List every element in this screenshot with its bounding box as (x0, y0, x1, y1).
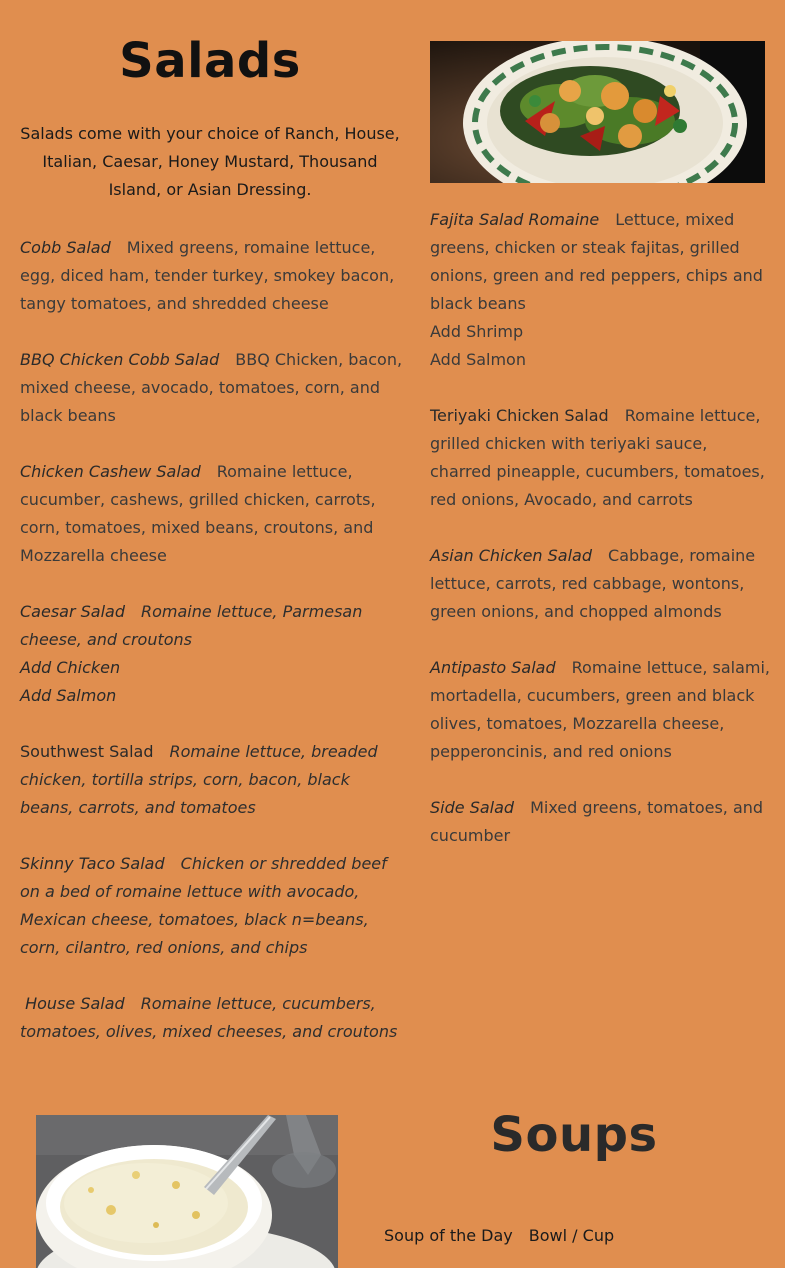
item-addon: Add Shrimp (430, 322, 524, 341)
salad-photo (430, 41, 765, 183)
item-name: Chicken Cashew Salad (20, 462, 201, 481)
item-name: House Salad (25, 994, 125, 1013)
item-description: Romaine lettuce, grilled chicken with teriyaki sauce, charred pineapple, cucumbers, tomatoes, red onions, Avocado, and carrots (430, 406, 765, 509)
item-name: Antipasto Salad (430, 658, 556, 677)
item-description: Romaine lettuce, cucumber, cashews, grilled chicken, carrots, corn, tomatoes, mixed beans, croutons, and Mozzarella cheese (20, 462, 376, 565)
salads-right-column (430, 206, 770, 878)
menu-item (20, 598, 403, 710)
item-addon: Add Salmon (430, 350, 526, 369)
item-description: Romaine lettuce, cucumbers, tomatoes, olives, mixed cheeses, and croutons (20, 994, 398, 1041)
menu-item (430, 542, 770, 626)
item-name: Cobb Salad (20, 238, 111, 257)
item-name: Side Salad (430, 798, 515, 817)
salads-left-column (20, 234, 403, 1074)
menu-item (430, 206, 770, 374)
item-description: Romaine lettuce, Parmesan cheese, and croutons (20, 602, 363, 649)
menu-item (430, 402, 770, 514)
soup-item-name: Soup of the Day (384, 1226, 513, 1245)
menu-item (20, 738, 403, 822)
salads-heading: Salads (119, 33, 301, 89)
menu-item (430, 794, 770, 850)
item-description: Mixed greens, romaine lettuce, egg, diced ham, tender turkey, smokey bacon, tangy tomatoes, and shredded cheese (20, 238, 395, 313)
item-addon: Add Salmon (20, 686, 117, 705)
item-name: Skinny Taco Salad (20, 854, 165, 873)
item-name: Southwest Salad (20, 742, 154, 761)
menu-item (20, 990, 403, 1046)
item-name: Asian Chicken Salad (430, 546, 593, 565)
item-description: Lettuce, mixed greens, chicken or steak fajitas, grilled onions, green and red peppers, chips and black beans (430, 210, 763, 313)
salads-intro-text: Salads come with your choice of Ranch, House, Italian, Caesar, Honey Mustard, Thousand Island, or Asian Dressing. (20, 124, 400, 199)
item-name: Teriyaki Chicken Salad (430, 406, 609, 425)
item-description: Mixed greens, tomatoes, and cucumber (430, 798, 764, 845)
soup-bowl-illustration (36, 1115, 338, 1268)
item-name: Caesar Salad (20, 602, 125, 621)
menu-item (20, 234, 403, 318)
item-description: BBQ Chicken, bacon, mixed cheese, avocado, tomatoes, corn, and black beans (20, 350, 403, 425)
item-description: Cabbage, romaine lettuce, carrots, red cabbage, wontons, green onions, and chopped almonds (430, 546, 756, 621)
item-description: Romaine lettuce, salami, mortadella, cucumbers, green and black olives, tomatoes, Mozzarella cheese, pepperoncinis, and red onions (430, 658, 771, 761)
menu-item (20, 346, 403, 430)
item-name: Fajita Salad Romaine (430, 210, 600, 229)
soup-item (384, 1222, 614, 1250)
soup-photo (36, 1115, 338, 1268)
menu-item (20, 850, 403, 962)
soup-item-size: Bowl / Cup (528, 1226, 615, 1245)
menu-item (20, 458, 403, 570)
item-description: Chicken or shredded beef on a bed of romaine lettuce with avocado, Mexican cheese, tomatoes, black n=beans, corn, cilantro, red onions, and chips (20, 854, 387, 957)
salad-plate-illustration (430, 41, 765, 183)
menu-item (430, 654, 770, 766)
soups-heading: Soups (490, 1107, 658, 1163)
item-name: BBQ Chicken Cobb Salad (20, 350, 220, 369)
item-addon: Add Chicken (20, 658, 121, 677)
item-description: Romaine lettuce, breaded chicken, tortilla strips, corn, bacon, black beans, carrots, and tomatoes (20, 742, 378, 817)
